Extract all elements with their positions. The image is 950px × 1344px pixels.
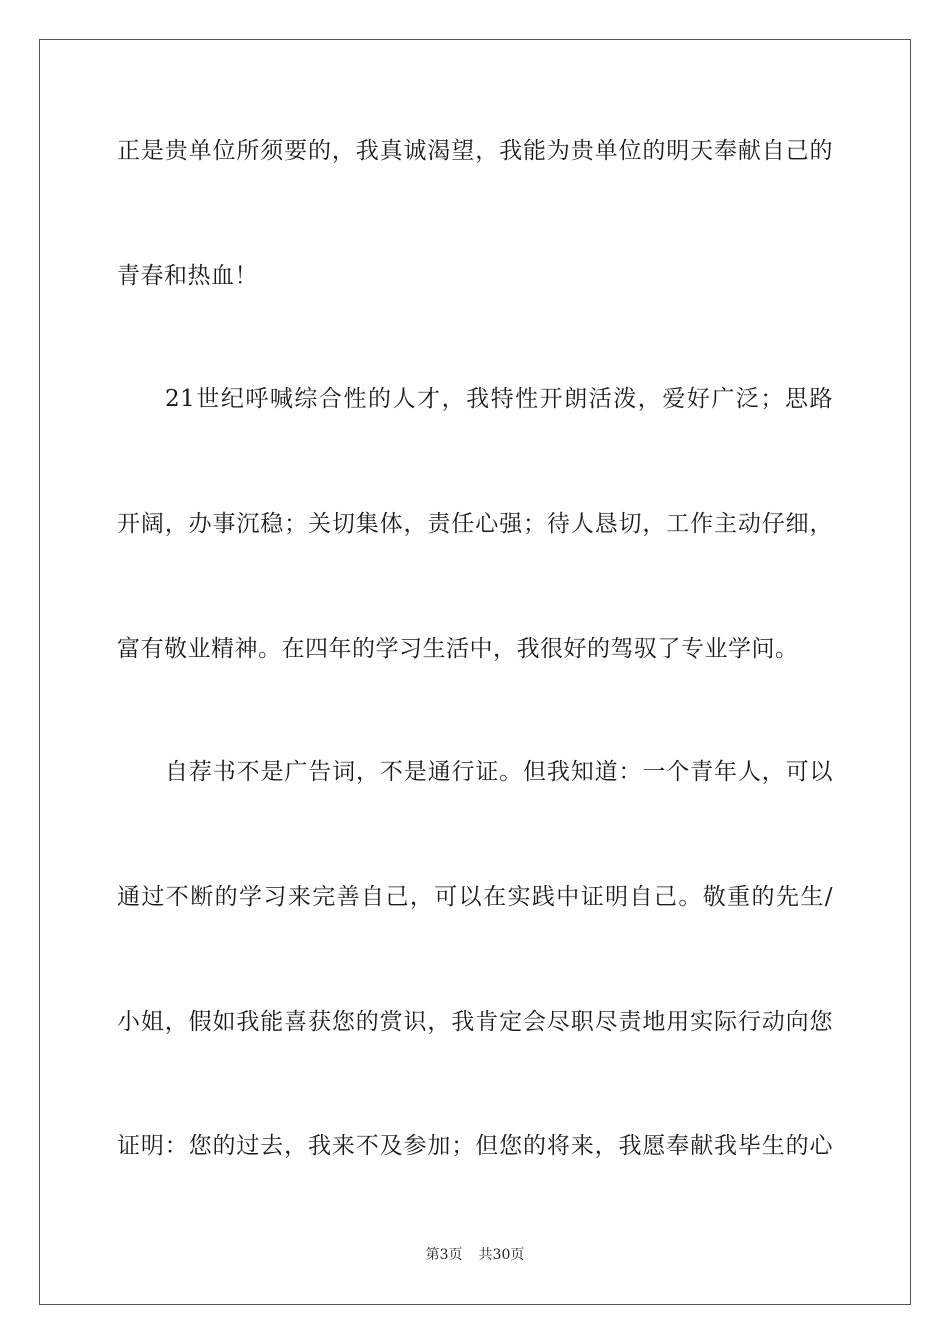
page-footer	[0, 1246, 950, 1264]
text-line-7: 通过不断的学习来完善自己，可以在实践中证明自己。敬重的先生/	[117, 884, 833, 910]
text-line-6: 自荐书不是广告词，不是通行证。但我知道：一个青年人，可以	[165, 759, 833, 785]
text-line-2: 青春和热血！	[117, 263, 258, 289]
page-number: 第3页	[425, 1247, 463, 1263]
text-line-4: 开阔，办事沉稳；关切集体，责任心强；待人恳切，工作主动仔细，	[117, 511, 833, 537]
text-line-9: 证明：您的过去，我来不及参加；但您的将来，我愿奉献我毕生的心	[117, 1133, 833, 1159]
text-line-8: 小姐，假如我能喜获您的赏识，我肯定会尽职尽责地用实际行动向您	[117, 1009, 833, 1035]
page-total: 共30页	[478, 1247, 525, 1263]
page-border	[39, 39, 911, 1305]
text-line-5: 富有敬业精神。在四年的学习生活中，我很好的驾驭了专业学问。	[117, 636, 799, 662]
text-line-3: 21世纪呼喊综合性的人才，我特性开朗活泼，爱好广泛；思路	[165, 386, 833, 412]
text-line-1: 正是贵单位所须要的，我真诚渴望，我能为贵单位的明天奉献自己的	[117, 138, 833, 164]
